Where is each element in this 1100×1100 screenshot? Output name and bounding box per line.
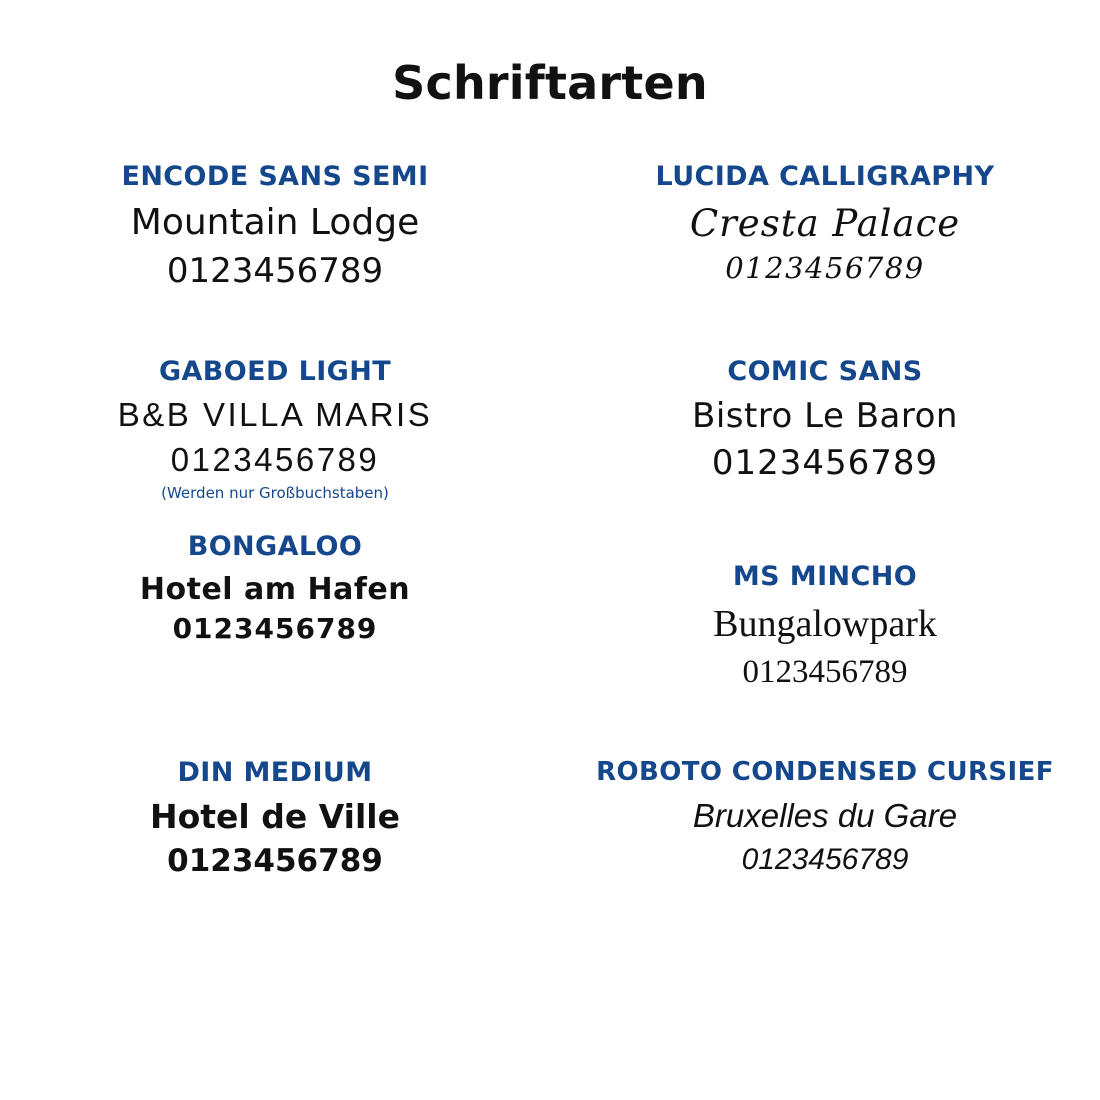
font-sample-lucida-calligraphy	[550, 160, 1100, 293]
font-sample-digits: 0123456789	[172, 612, 378, 646]
font-sample-comic-sans	[550, 293, 1100, 503]
font-name-label: LUCIDA CALLIGRAPHY	[655, 161, 995, 192]
font-name-label: MS MINCHO	[732, 561, 918, 593]
font-sample-digits: 0123456789	[742, 654, 908, 691]
font-sample-text: Hotel am Hafen	[139, 572, 411, 608]
font-sample-text: Mountain Lodge	[130, 201, 420, 243]
font-sample-digits: 0123456789	[725, 250, 925, 285]
font-sample-text: B&B VILLA MARIS	[117, 396, 433, 434]
font-name-label: DIN MEDIUM	[177, 757, 373, 789]
font-sample-text: Cresta Palace	[689, 201, 961, 245]
font-sample-text: Bistro Le Baron	[692, 396, 958, 437]
font-name-label: BONGALOO	[187, 531, 363, 563]
font-sample-grid	[0, 160, 1100, 881]
font-sample-digits: 0123456789	[741, 842, 909, 876]
font-sample-note: (Werden nur Großbuchstaben)	[161, 484, 389, 503]
font-sample-text: Hotel de Ville	[149, 797, 400, 837]
page-title: Schriftarten	[392, 56, 708, 110]
font-sample-digits: 0123456789	[170, 441, 380, 479]
font-sample-digits: 0123456789	[167, 842, 383, 879]
font-sample-roboto-condensed-cursief	[550, 694, 1100, 881]
font-name-label: COMIC SANS	[727, 355, 923, 387]
font-sample-ms-mincho	[550, 502, 1100, 694]
font-name-label: ENCODE SANS SEMI	[121, 161, 429, 192]
font-sample-text: Bungalowpark	[713, 603, 937, 646]
font-name-label: ROBOTO CONDENSED CURSIEF	[596, 757, 1054, 788]
font-sample-digits: 0123456789	[166, 250, 384, 291]
font-sample-bongaloo	[0, 502, 550, 694]
font-sample-gaboed-light	[0, 293, 550, 503]
font-name-label: GABOED LIGHT	[158, 355, 392, 387]
font-sample-text: Bruxelles du Gare	[692, 796, 958, 834]
font-sample-encode-sans-semi	[0, 160, 550, 293]
font-sample-din-medium	[0, 694, 550, 881]
font-sample-digits: 0123456789	[711, 442, 939, 483]
